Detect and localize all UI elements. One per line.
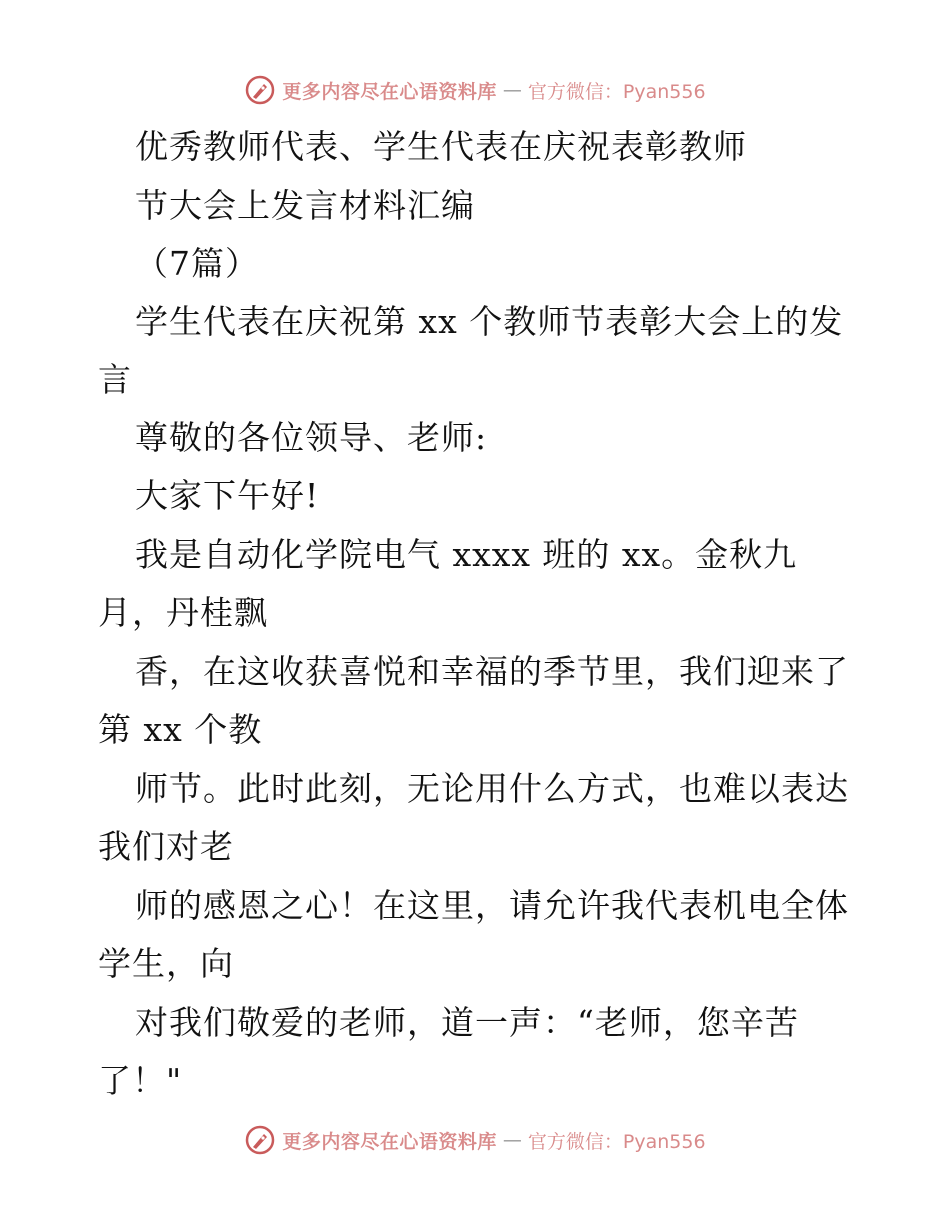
section-heading-line-1: 学生代表在庆祝第 xx 个教师节表彰大会上的发 [135,302,844,341]
salutation: 尊敬的各位领导、老师: [135,418,488,457]
banner-site-name: 更多内容尽在心语资料库 [282,1130,497,1153]
paragraph-line: 了！" [98,1061,183,1100]
banner-site-name: 更多内容尽在心语资料库 [282,80,497,103]
paragraph-line: 师节。此时此刻，无论用什么方式，也难以表达 [135,769,849,808]
banner-separator: — [502,1129,522,1151]
paragraph-line: 师的感恩之心！在这里，请允许我代表机电全体 [135,886,849,925]
banner-wechat: 官方微信：Pyan556 [527,80,706,103]
banner-separator: — [502,79,522,101]
title-line-1: 优秀教师代表、学生代表在庆祝表彰教师 [135,127,747,166]
footer-banner [0,1120,950,1160]
section-heading-line-2: 言 [98,360,132,399]
greeting: 大家下午好! [135,476,320,515]
paragraph-line: 我们对老 [98,827,234,866]
title-line-2: 节大会上发言材料汇编 [135,186,475,225]
header-banner [0,70,950,110]
pen-nib-logo-icon [244,1124,276,1156]
paragraph-line: 学生，向 [98,944,234,983]
banner-wechat: 官方微信：Pyan556 [527,1130,706,1153]
title-count: （7篇） [135,244,259,283]
paragraph-line: 香，在这收获喜悦和幸福的季节里，我们迎来了 [135,652,849,691]
pen-nib-logo-icon [244,74,276,106]
paragraph-line: 对我们敬爱的老师，道一声：“老师，您辛苦 [135,1003,799,1042]
paragraph-line: 第 xx 个教 [98,710,263,749]
paragraph-line: 月，丹桂飘 [98,593,268,632]
paragraph-line: 我是自动化学院电气 xxxx 班的 xx。金秋九 [135,535,798,574]
